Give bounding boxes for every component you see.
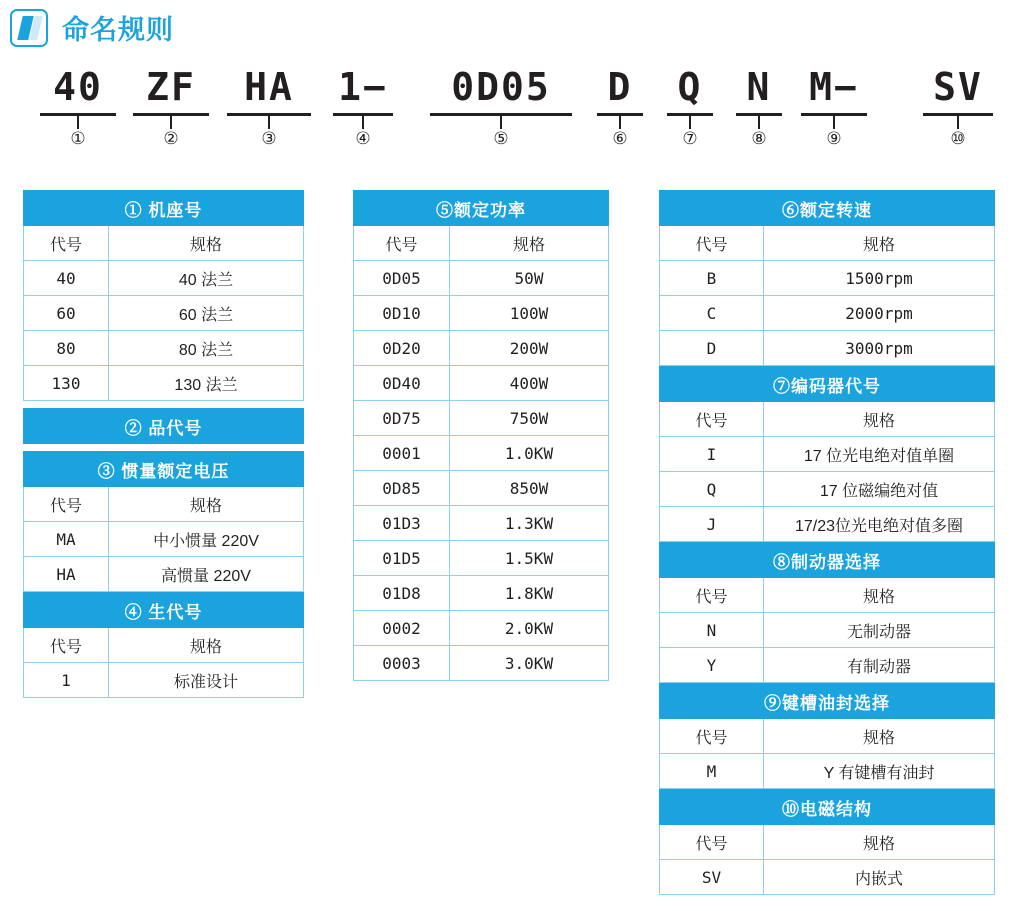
table-encoder-code — [659, 366, 995, 542]
table-cell: 01D8 — [354, 576, 450, 611]
table-row — [24, 522, 304, 557]
table-row — [354, 366, 609, 401]
table-inertia-voltage-title: ③ 惯量额定电压 — [24, 452, 304, 487]
table-cell: 3000rpm — [764, 331, 995, 366]
table-cell: N — [660, 613, 764, 648]
table-row — [24, 296, 304, 331]
table-encoder-code-title: ⑦编码器代号 — [660, 367, 995, 402]
table-cell: SV — [660, 860, 764, 895]
model-code-text: HA — [244, 65, 294, 109]
table-cell: C — [660, 296, 764, 331]
table-cell: 1.5KW — [450, 541, 609, 576]
table-cell: 750W — [450, 401, 609, 436]
table-header-code: 代号 — [660, 719, 764, 754]
table-row — [354, 436, 609, 471]
table-cell: 0D05 — [354, 261, 450, 296]
table-cell: 17 位磁编绝对值 — [764, 472, 995, 507]
table-row — [660, 507, 995, 542]
table-row — [354, 296, 609, 331]
table-cell: 1.0KW — [450, 436, 609, 471]
table-cell: 01D3 — [354, 506, 450, 541]
table-row — [660, 754, 995, 789]
table-row — [354, 576, 609, 611]
table-rated-speed — [659, 190, 995, 366]
model-code-text: M− — [809, 65, 859, 109]
model-code-index: ④ — [355, 129, 371, 148]
table-cell: HA — [24, 557, 109, 592]
table-cell: 60 — [24, 296, 109, 331]
table-header-code: 代号 — [24, 226, 109, 261]
table-cell: 80 — [24, 331, 109, 366]
table-cell: M — [660, 754, 764, 789]
table-header-spec: 规格 — [109, 226, 304, 261]
table-row — [660, 437, 995, 472]
table-row — [660, 472, 995, 507]
table-header-code: 代号 — [24, 628, 109, 663]
table-cell: 01D5 — [354, 541, 450, 576]
table-cell: 2000rpm — [764, 296, 995, 331]
table-cell: 0D85 — [354, 471, 450, 506]
model-code-tick — [362, 116, 364, 129]
table-design-code-title: ④ 生代号 — [24, 593, 304, 628]
table-cell: 130 — [24, 366, 109, 401]
model-code-index: ⑩ — [950, 129, 966, 148]
table-header-code: 代号 — [660, 402, 764, 437]
table-row — [24, 557, 304, 592]
table-cell: MA — [24, 522, 109, 557]
table-cell: 中小惯量 220V — [109, 522, 304, 557]
model-code-segment — [133, 65, 209, 149]
table-row — [660, 860, 995, 895]
model-code-segment — [736, 65, 782, 149]
table-cell: 850W — [450, 471, 609, 506]
column-right — [659, 190, 995, 895]
table-row — [354, 541, 609, 576]
table-cell: 0D20 — [354, 331, 450, 366]
table-cell: 40 — [24, 261, 109, 296]
model-code-segment — [801, 65, 867, 149]
table-header-code: 代号 — [24, 487, 109, 522]
table-header-code: 代号 — [660, 578, 764, 613]
table-brake-option-title: ⑧制动器选择 — [660, 543, 995, 578]
table-cell: 有制动器 — [764, 648, 995, 683]
model-code-text: 0D05 — [451, 65, 551, 109]
table-cell: 100W — [450, 296, 609, 331]
model-code-tick — [957, 116, 959, 129]
model-code-segment — [430, 65, 572, 149]
spacer — [23, 444, 304, 451]
model-code-index: ⑨ — [826, 129, 842, 148]
table-rated-power-title: ⑤额定功率 — [354, 191, 609, 226]
table-cell: 2.0KW — [450, 611, 609, 646]
model-code-index: ⑧ — [751, 129, 767, 148]
model-code-tick — [833, 116, 835, 129]
table-row — [660, 296, 995, 331]
table-cell: Q — [660, 472, 764, 507]
model-code-index: ⑥ — [612, 129, 628, 148]
table-frame-size — [23, 190, 304, 401]
table-header-spec: 规格 — [109, 628, 304, 663]
table-cell: 3.0KW — [450, 646, 609, 681]
model-code-tick — [758, 116, 760, 129]
model-code-tick — [170, 116, 172, 129]
table-cell: 0D10 — [354, 296, 450, 331]
table-cell: D — [660, 331, 764, 366]
table-cell: 17 位光电绝对值单圈 — [764, 437, 995, 472]
table-magnetic-structure — [659, 789, 995, 895]
model-code-text: 40 — [53, 65, 103, 109]
model-code-tick — [689, 116, 691, 129]
table-frame-size-title: ① 机座号 — [24, 191, 304, 226]
model-code-index: ⑦ — [682, 129, 698, 148]
table-row — [24, 366, 304, 401]
model-code-tick — [77, 116, 79, 129]
table-row — [354, 506, 609, 541]
table-row — [354, 401, 609, 436]
table-rated-power — [353, 190, 609, 681]
table-inertia-voltage — [23, 451, 304, 592]
table-cell: 200W — [450, 331, 609, 366]
table-row — [354, 646, 609, 681]
table-cell: 0002 — [354, 611, 450, 646]
model-code-tick — [268, 116, 270, 129]
table-header-spec: 规格 — [764, 825, 995, 860]
model-code-text: D — [607, 65, 633, 109]
fan-blade-icon — [10, 9, 48, 47]
model-code-tick — [500, 116, 502, 129]
table-row — [24, 663, 304, 698]
table-header-spec: 规格 — [764, 402, 995, 437]
table-cell: Y — [660, 648, 764, 683]
page-title: 命名规则 — [62, 15, 174, 45]
model-code-tick — [619, 116, 621, 129]
table-cell: Y 有键槽有油封 — [764, 754, 995, 789]
model-code-segment — [597, 65, 643, 149]
table-row — [354, 261, 609, 296]
table-cell: 标准设计 — [109, 663, 304, 698]
table-cell: 高惯量 220V — [109, 557, 304, 592]
model-code-text: ZF — [146, 65, 196, 109]
table-header-spec: 规格 — [450, 226, 609, 261]
table-header-spec: 规格 — [109, 487, 304, 522]
table-cell: 无制动器 — [764, 613, 995, 648]
table-brake-option — [659, 542, 995, 683]
table-header-code: 代号 — [660, 825, 764, 860]
model-code-segment — [227, 65, 311, 149]
table-product-code — [23, 408, 304, 444]
model-code-text: 1− — [338, 65, 388, 109]
table-row — [354, 471, 609, 506]
table-header-spec: 规格 — [764, 719, 995, 754]
table-header-code: 代号 — [354, 226, 450, 261]
table-cell: 1500rpm — [764, 261, 995, 296]
table-cell: B — [660, 261, 764, 296]
table-cell: 0003 — [354, 646, 450, 681]
model-code-index: ③ — [261, 129, 277, 148]
page-header — [10, 8, 174, 47]
table-header-code: 代号 — [660, 226, 764, 261]
table-product-code-title: ② 品代号 — [24, 409, 304, 444]
table-cell: 40 法兰 — [109, 261, 304, 296]
model-code-breakdown — [0, 65, 1017, 175]
table-design-code — [23, 592, 304, 698]
table-row — [354, 331, 609, 366]
column-left — [23, 190, 304, 698]
table-rated-speed-title: ⑥额定转速 — [660, 191, 995, 226]
table-cell: 50W — [450, 261, 609, 296]
table-cell: 1.3KW — [450, 506, 609, 541]
model-code-index: ② — [163, 129, 179, 148]
model-code-segment — [40, 65, 116, 149]
model-code-text: Q — [677, 65, 703, 109]
table-row — [660, 331, 995, 366]
table-cell: 1 — [24, 663, 109, 698]
table-cell: 17/23位光电绝对值多圈 — [764, 507, 995, 542]
table-cell: 内嵌式 — [764, 860, 995, 895]
table-cell: 80 法兰 — [109, 331, 304, 366]
table-row — [24, 331, 304, 366]
model-code-text: N — [746, 65, 772, 109]
table-cell: 60 法兰 — [109, 296, 304, 331]
table-row — [660, 261, 995, 296]
model-code-segment — [923, 65, 993, 149]
table-cell: 400W — [450, 366, 609, 401]
table-cell: J — [660, 507, 764, 542]
table-magnetic-structure-title: ⑩电磁结构 — [660, 790, 995, 825]
table-header-spec: 规格 — [764, 226, 995, 261]
table-cell: 0D40 — [354, 366, 450, 401]
table-keyway-seal — [659, 683, 995, 789]
table-cell: I — [660, 437, 764, 472]
table-keyway-seal-title: ⑨键槽油封选择 — [660, 684, 995, 719]
table-row — [660, 613, 995, 648]
model-code-index: ① — [70, 129, 86, 148]
table-row — [354, 611, 609, 646]
table-cell: 0D75 — [354, 401, 450, 436]
column-middle — [353, 190, 609, 681]
table-row — [660, 648, 995, 683]
table-cell: 130 法兰 — [109, 366, 304, 401]
table-row — [24, 261, 304, 296]
model-code-segment — [333, 65, 393, 149]
table-cell: 0001 — [354, 436, 450, 471]
table-cell: 1.8KW — [450, 576, 609, 611]
table-header-spec: 规格 — [764, 578, 995, 613]
spacer — [23, 401, 304, 408]
model-code-text: SV — [933, 65, 983, 109]
model-code-index: ⑤ — [493, 129, 509, 148]
model-code-segment — [667, 65, 713, 149]
